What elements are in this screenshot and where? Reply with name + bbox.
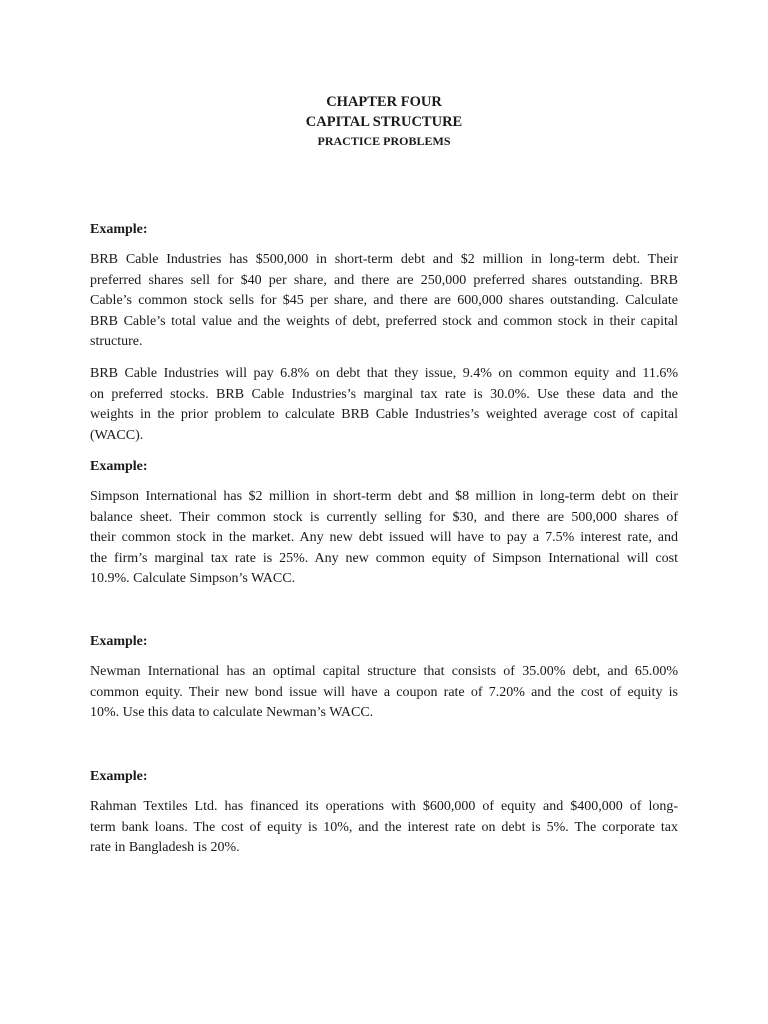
paragraph-line: BRB Cable’s total value and the weights of debt, preferred stock and common stock in their capital — [90, 313, 678, 329]
chapter-title: CAPITAL STRUCTURE — [305, 114, 463, 130]
paragraph-line: BRB Cable Industries will pay 6.8% on debt that they issue, 9.4% on common equity and 11.6% — [90, 366, 678, 381]
chapter-heading: CHAPTER FOUR — [326, 94, 442, 110]
paragraph-line: their common stock in the market. Any new debt issued will have to pay a 7.5% interest rate, and — [90, 530, 678, 546]
paragraph-line: common equity. Their new bond issue will have a coupon rate of 7.20% and the cost of equity is — [90, 684, 678, 700]
paragraph-line: Cable’s common stock sells for $45 per share, and there are 600,000 shares outstanding. Calculate — [90, 293, 678, 309]
paragraph-line: Simpson International has $2 million in short-term debt and $8 million in long-term debt on their — [90, 489, 678, 504]
example-label: Example: — [90, 634, 148, 649]
paragraph-line: structure. — [90, 334, 143, 350]
example-label: Example: — [90, 769, 148, 784]
paragraph-line: balance sheet. Their common stock is currently selling for $30, and there are 500,000 shares of — [90, 509, 678, 525]
paragraph-line: weights in the prior problem to calculate BRB Cable Industries’s weighted average cost of capital — [90, 407, 678, 423]
problem-paragraph — [90, 797, 678, 859]
paragraph-line: on preferred stocks. BRB Cable Industries’s marginal tax rate is 30.0%. Use these data and the — [90, 386, 678, 402]
paragraph-line: the firm’s marginal tax rate is 25%. Any new common equity of Simpson International will cost — [90, 550, 678, 566]
paragraph-line: (WACC). — [90, 427, 144, 443]
paragraph-line: 10.9%. Calculate Simpson’s WACC. — [90, 571, 296, 587]
problem-paragraph — [90, 487, 678, 590]
problem-paragraph — [90, 662, 678, 724]
paragraph-line: Rahman Textiles Ltd. has financed its operations with $600,000 of equity and $400,000 of long- — [90, 799, 678, 814]
paragraph-line: BRB Cable Industries has $500,000 in short-term debt and $2 million in long-term debt. Their — [90, 252, 678, 267]
paragraph-line: Newman International has an optimal capital structure that consists of 35.00% debt, and 65.00% — [90, 664, 678, 679]
chapter-subtitle: PRACTICE PROBLEMS — [317, 134, 451, 148]
paragraph-line: rate in Bangladesh is 20%. — [90, 840, 240, 856]
paragraph-line: 10%. Use this data to calculate Newman’s WACC. — [90, 705, 374, 721]
paragraph-line: term bank loans. The cost of equity is 10%, and the interest rate on debt is 5%. The corporate tax — [90, 819, 678, 835]
example-label: Example: — [90, 459, 148, 474]
example-label: Example: — [90, 222, 148, 237]
problem-paragraph — [90, 250, 678, 353]
problem-paragraph — [90, 364, 678, 446]
paragraph-line: preferred shares sell for $40 per share, and there are 250,000 preferred shares outstanding. BRB — [90, 272, 678, 288]
